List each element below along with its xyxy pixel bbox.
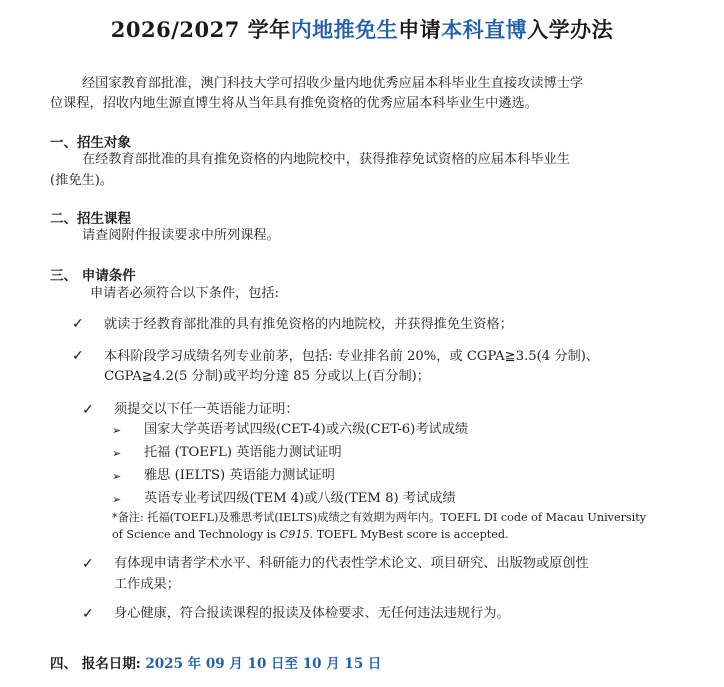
english-proof-1: 国家大学英语考试四级(CET-4)或六级(CET-6)考试成绩 [144,422,469,437]
condition-item-2-line-2: CGPA≧4.2(5 分制)或平均分達 85 分或以上(百分制)； [104,369,430,384]
note-line-1: *备注: 托福(TOEFL)及雅思考试(IELTS)成绩之有效期为两年内。TOEFL DI code of Macau University [112,511,647,524]
english-proof-3: 雅思 (IELTS) 英语能力测试证明 [144,468,335,483]
condition-item-2-line-1: 本科阶段学习成绩名列专业前茅，包括: 专业排名前 20%，或 CGPA≧3.5(4 分制)、 [104,349,600,364]
arrow-bullet-icon: ➢ [112,493,122,506]
section3-heading: 三、 申请条件 [50,268,136,284]
application-date-line [50,652,381,672]
check-icon: ✓ [82,606,94,622]
check-icon: ✓ [82,556,94,572]
note-line-2-post: . TOEFL MyBest score is accepted. [309,528,509,541]
section2-line-1: 请查阅附件报读要求中所列课程。 [82,228,280,243]
check-icon: ✓ [72,316,84,332]
title-prefix: 2026/2027 学年 [110,17,291,42]
note-line-2 [112,526,509,543]
application-dates: 2025 年 09 月 10 日至 10 月 15 日 [145,656,382,672]
intro-line-1: 经国家教育部批准，澳门科技大学可招收少量内地优秀应届本科毕业生直接攻读博士学 [82,76,584,91]
intro-line-2: 位课程，招收内地生源直博生将从当年具有推免资格的优秀应届本科毕业生中遴选。 [50,96,538,111]
page-title [0,14,724,44]
check-icon: ✓ [82,402,94,418]
condition-item-4-line-1: 有体现申请者学术水平、科研能力的代表性学术论文、项目研究、出版物或原创性 [114,556,589,571]
note-line-2-pre: of Science and Technology is [112,528,280,541]
section4-heading: 四、 报名日期: [50,656,141,672]
english-proof-2: 托福 (TOEFL) 英语能力测试证明 [144,445,342,460]
arrow-bullet-icon: ➢ [112,447,122,460]
check-icon: ✓ [72,348,84,364]
condition-item-1: 就读于经教育部批准的具有推免资格的内地院校，并获得推免生资格； [104,317,513,332]
condition-item-3: 须提交以下任一英语能力证明： [114,402,299,417]
english-proof-4: 英语专业考试四级(TEM 4)或八级(TEM 8) 考试成绩 [144,491,456,506]
section2-heading: 二、招生课程 [50,211,131,227]
condition-item-4-line-2: 工作成果； [114,577,180,592]
title-suffix: 入学办法 [527,17,614,42]
section1-heading: 一、招生对象 [50,135,131,151]
condition-item-5: 身心健康，符合报读课程的报读及体检要求、无任何违法违规行为。 [114,606,510,621]
toefl-di-code: C915 [279,528,310,541]
arrow-bullet-icon: ➢ [112,424,122,437]
title-highlight-mainland: 内地推免生 [290,17,399,42]
arrow-bullet-icon: ➢ [112,470,122,483]
title-highlight-direct-phd: 本科直博 [441,17,528,42]
section1-line-1: 在经教育部批准的具有推免资格的内地院校中，获得推荐免试资格的应届本科毕业生 [82,152,570,167]
title-middle: 申请 [398,17,442,42]
section1-line-2: (推免生)。 [50,173,114,188]
section3-lead: 申请者必须符合以下条件，包括: [90,286,280,301]
